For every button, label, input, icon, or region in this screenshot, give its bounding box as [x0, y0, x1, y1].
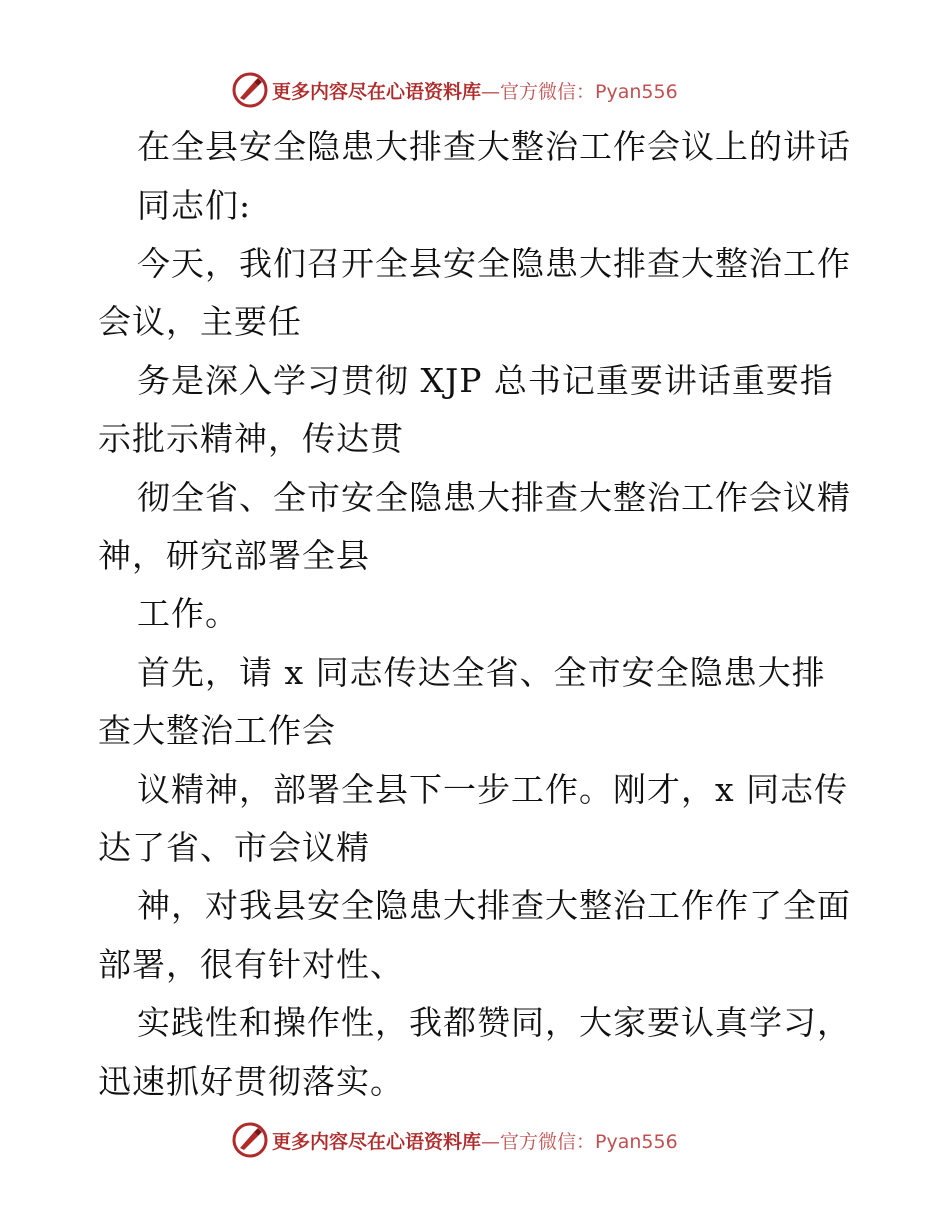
banner-text-separator: — [481, 1130, 501, 1153]
banner-text [272, 1127, 678, 1154]
paragraph-line: 会议，主要任 [98, 302, 302, 341]
header-watermark-banner [232, 70, 678, 110]
footer-watermark-banner [232, 1120, 678, 1160]
banner-text-tail: 官方微信：Pyan556 [500, 1130, 678, 1153]
paragraph-line: 彻全省、全市安全隐患大排查大整治工作会议精 [137, 478, 851, 517]
paragraph-line: 务是深入学习贯彻 XJP 总书记重要讲话重要指 [137, 361, 834, 400]
paragraph-line: 首先，请 x 同志传达全省、全市安全隐患大排 [137, 653, 826, 692]
banner-text-main: 更多内容尽在心语资料库 [272, 1130, 482, 1153]
paragraph-line: 今天，我们召开全县安全隐患大排查大整治工作 [137, 244, 851, 283]
paragraph-line: 实践性和操作性，我都赞同，大家要认真学习， [137, 1003, 851, 1042]
paragraph-line: 工作。 [137, 594, 239, 633]
paragraph-line: 迅速抓好贯彻落实。 [98, 1062, 404, 1101]
paragraph-line: 神，研究部署全县 [98, 536, 370, 575]
paragraph-line: 神，对我县安全隐患大排查大整治工作作了全面 [137, 886, 851, 925]
banner-text [272, 77, 678, 104]
banner-text-separator: — [481, 80, 501, 103]
banner-text-tail: 官方微信：Pyan556 [500, 80, 678, 103]
paragraph-line: 查大整治工作会 [98, 711, 336, 750]
paragraph-line: 部署，很有针对性、 [98, 945, 404, 984]
pen-logo-icon [232, 72, 268, 108]
paragraph-line: 示批示精神，传达贯 [98, 419, 404, 458]
paragraph-line: 议精神，部署全县下一步工作。刚才，x 同志传 [137, 770, 849, 809]
banner-text-main: 更多内容尽在心语资料库 [272, 80, 482, 103]
document-title: 在全县安全隐患大排查大整治工作会议上的讲话 [137, 127, 851, 166]
paragraph-line: 达了省、市会议精 [98, 828, 370, 867]
salutation: 同志们: [137, 186, 252, 225]
pen-logo-icon [232, 1122, 268, 1158]
